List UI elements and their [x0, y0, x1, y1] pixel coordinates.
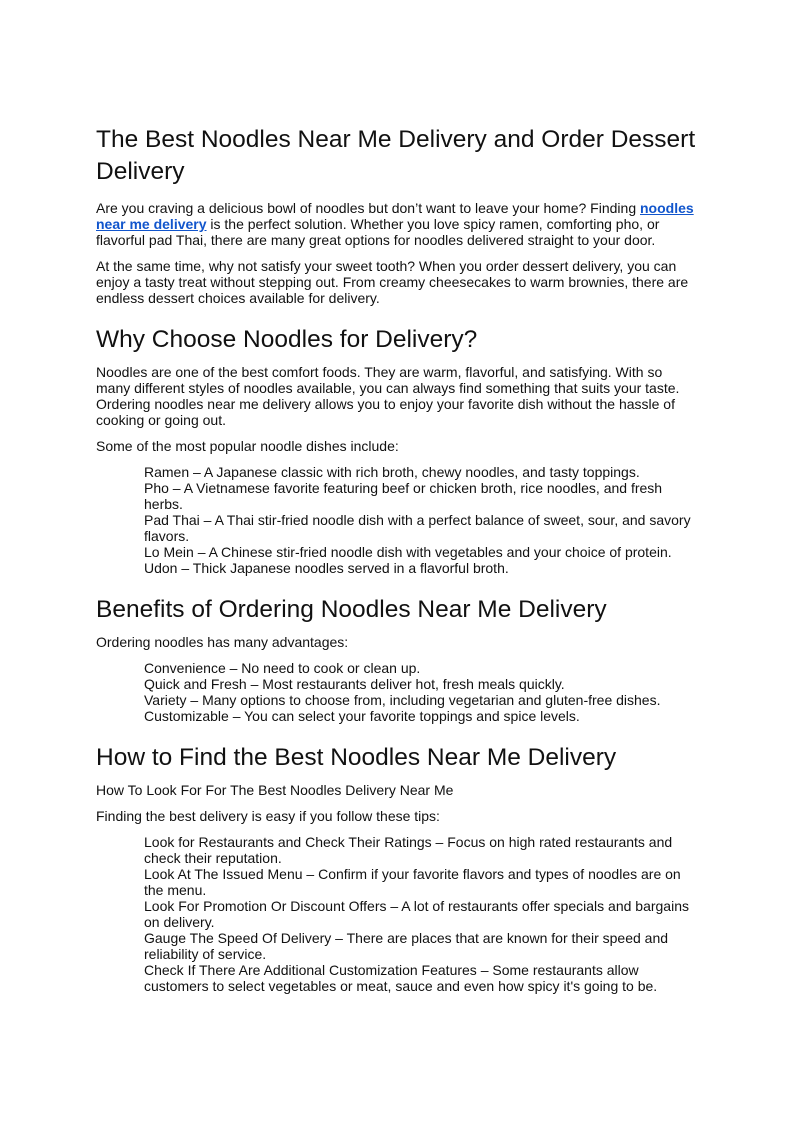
list-item: Convenience – No need to cook or clean up.	[144, 660, 421, 676]
list-item: Look for Restaurants and Check Their Ratings – Focus on high rated restaurants and check their reputation.	[144, 834, 673, 866]
why-paragraph-1: Noodles are one of the best comfort foods. They are warm, flavorful, and satisfying. With so many different styles of noodles available, you can always find something that suits your taste. Ordering noodles near me delivery allows you to enjoy your favorite dish without the hassle of cooking or going out.	[96, 364, 680, 428]
list-item: Check If There Are Additional Customization Features – Some restaurants allow customers to select vegetables or meat, sauce and even how spicy it's going to be.	[144, 962, 658, 994]
list-item: Customizable – You can select your favorite toppings and spice levels.	[144, 708, 580, 724]
noodle-dishes-list	[144, 464, 698, 576]
intro-text-after-link: is the perfect solution. Whether you love spicy ramen, comforting pho, or flavorful pad Thai, there are many great options for noodles delivered straight to your door.	[96, 216, 660, 248]
list-item: Pho – A Vietnamese favorite featuring beef or chicken broth, rice noodles, and fresh herbs.	[144, 480, 663, 512]
list-item: Variety – Many options to choose from, including vegetarian and gluten-free dishes.	[144, 692, 661, 708]
benefits-paragraph-1: Ordering noodles has many advantages:	[96, 634, 349, 650]
section-heading-benefits: Benefits of Ordering Noodles Near Me Delivery	[96, 596, 607, 623]
list-item: Look At The Issued Menu – Confirm if your favorite flavors and types of noodles are on the menu.	[144, 866, 681, 898]
document-page	[96, 124, 698, 994]
section-heading-find: How to Find the Best Noodles Near Me Delivery	[96, 744, 617, 771]
intro-paragraph-2: At the same time, why not satisfy your sweet tooth? When you order dessert delivery, you can enjoy a tasty treat without stepping out. From creamy cheesecakes to warm brownies, there are endless dessert choices available for delivery.	[96, 258, 689, 306]
benefits-list	[144, 660, 698, 724]
intro-text-before-link: Are you craving a delicious bowl of noodles but don’t want to leave your home? Finding	[96, 200, 640, 216]
list-item: Ramen – A Japanese classic with rich broth, chewy noodles, and tasty toppings.	[144, 464, 640, 480]
why-paragraph-2: Some of the most popular noodle dishes include:	[96, 438, 399, 454]
noodles-near-me-delivery-link[interactable]: noodles near me delivery	[96, 200, 694, 232]
list-item: Pad Thai – A Thai stir-fried noodle dish with a perfect balance of sweet, sour, and savory flavors.	[144, 512, 691, 544]
list-item: Udon – Thick Japanese noodles served in a flavorful broth.	[144, 560, 509, 576]
tips-list	[144, 834, 698, 994]
list-item: Lo Mein – A Chinese stir-fried noodle dish with vegetables and your choice of protein.	[144, 544, 672, 560]
section-heading-why: Why Choose Noodles for Delivery?	[96, 326, 478, 353]
find-paragraph-2: Finding the best delivery is easy if you follow these tips:	[96, 808, 440, 824]
find-paragraph-1: How To Look For For The Best Noodles Delivery Near Me	[96, 782, 454, 798]
list-item: Quick and Fresh – Most restaurants deliver hot, fresh meals quickly.	[144, 676, 565, 692]
list-item: Gauge The Speed Of Delivery – There are places that are known for their speed and reliability of service.	[144, 930, 669, 962]
list-item: Look For Promotion Or Discount Offers – A lot of restaurants offer specials and bargains on delivery.	[144, 898, 689, 930]
page-title: The Best Noodles Near Me Delivery and Order Dessert Delivery	[96, 126, 696, 185]
intro-paragraph-1	[96, 200, 698, 248]
